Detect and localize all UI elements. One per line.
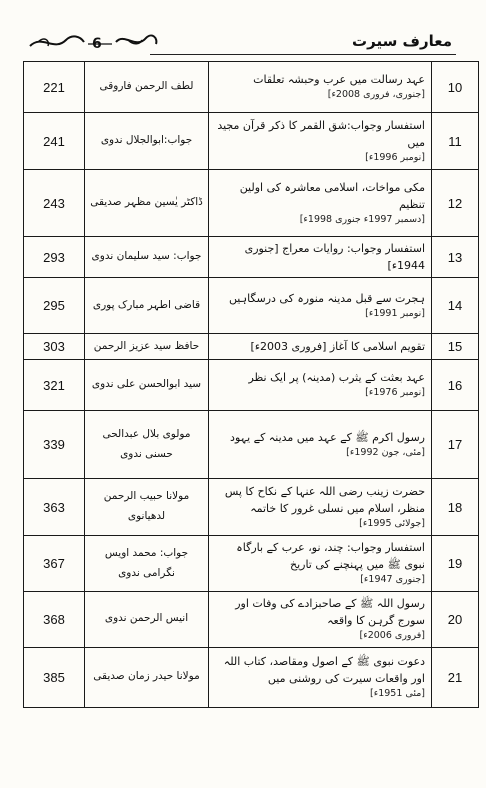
entry-number: 16	[432, 360, 479, 411]
author-name: مولانا حیدر زمان صدیقی	[85, 647, 209, 707]
table-row	[24, 647, 479, 707]
entry-number: 10	[432, 62, 479, 113]
issue-date: [نومبر 1996ء]	[365, 151, 425, 163]
article-title: دعوت نبوی ﷺ کے اصول ومقاصد، کتاب اللہ اور واقعات سیرت کی روشنی میں	[223, 654, 425, 685]
article-title: ہجرت سے قبل مدینہ منورہ کی درسگاہیں	[228, 291, 425, 305]
issue-date: [مئی، جون 1992ء]	[346, 446, 425, 458]
table-row	[24, 334, 479, 360]
table-row	[24, 237, 479, 278]
contents-table	[23, 61, 479, 708]
entry-number: 15	[432, 334, 479, 360]
article-title: استفسار وجواب: روایات معراج [جنوری 1944ء]	[244, 242, 425, 273]
issue-date: [فروری 2006ء]	[359, 630, 425, 641]
page-ref: 363	[24, 479, 85, 536]
table-row	[24, 479, 479, 536]
issue-date: [جنوری، فروری 2008ء]	[327, 89, 425, 101]
author-name: مولوی بلال عبدالحی حسنی ندوی	[85, 411, 209, 479]
author-name: جواب: سید سلیمان ندوی	[85, 237, 209, 278]
page-ref: 221	[24, 62, 85, 113]
entry-number: 20	[432, 591, 479, 647]
page-ref: 368	[24, 591, 85, 647]
entry-number: 18	[432, 479, 479, 536]
author-name: ڈاکٹر یٰسین مظہر صدیقی	[85, 170, 209, 237]
page-ref: 367	[24, 536, 85, 592]
article-title: مکی مواخات، اسلامی معاشرہ کی اولین تنظیم	[239, 180, 425, 211]
article-title-cell	[209, 591, 432, 647]
article-title-cell	[209, 536, 432, 592]
page-ref: 385	[24, 647, 85, 707]
page-ref: 243	[24, 170, 85, 237]
table-row	[24, 536, 479, 592]
issue-date: [نومبر 1991ء]	[365, 307, 425, 319]
article-title-cell	[209, 62, 432, 113]
running-title: معارف سیرت	[352, 32, 452, 50]
table-row	[24, 411, 479, 479]
article-title-cell	[209, 237, 432, 278]
table-row	[24, 591, 479, 647]
author-name: انیس الرحمن ندوی	[85, 591, 209, 647]
article-title: رسول اکرم ﷺ کے عہد میں مدینہ کے یہود	[230, 430, 425, 444]
table-row	[24, 360, 479, 411]
issue-date: [مئی 1951ء]	[370, 687, 425, 699]
table-row	[24, 62, 479, 113]
issue-date: [جنوری 1947ء]	[360, 574, 425, 586]
issue-date: [جولائی 1995ء]	[359, 517, 425, 529]
page-number: 6	[92, 36, 102, 52]
author-name: مولانا حبیب الرحمن لدھیانوی	[85, 479, 209, 536]
page-ref: 295	[24, 278, 85, 334]
article-title-cell	[209, 647, 432, 707]
issue-date: [دسمبر 1997ء جنوری 1998ء]	[299, 213, 425, 225]
entry-number: 13	[432, 237, 479, 278]
article-title-cell	[209, 479, 432, 536]
page-header	[0, 0, 486, 56]
entry-number: 17	[432, 411, 479, 479]
article-title: استفسار وجواب:شق القمر کا ذکر قرآن مجید میں	[217, 118, 425, 149]
article-title: حضرت زینب رضی اللہ عنہا کے نکاح کا پس منظر، اسلام میں نسلی غرور کا خاتمہ	[224, 484, 425, 515]
article-title: تقویم اسلامی کا آغاز [فروری 2003ء]	[250, 340, 425, 354]
author-name: جواب: محمد اویس نگرامی ندوی	[85, 536, 209, 592]
header-rule	[150, 54, 456, 55]
page-ref: 321	[24, 360, 85, 411]
page-ref: 303	[24, 334, 85, 360]
entry-number: 19	[432, 536, 479, 592]
article-title-cell	[209, 278, 432, 334]
entry-number: 21	[432, 647, 479, 707]
article-title-cell	[209, 360, 432, 411]
article-title: عہد رسالت میں عرب وحبشہ تعلقات	[253, 73, 425, 87]
entry-number: 12	[432, 170, 479, 237]
entry-number: 11	[432, 113, 479, 170]
page-ref: 293	[24, 237, 85, 278]
article-title-cell	[209, 113, 432, 170]
issue-date: [نومبر 1976ء]	[365, 387, 425, 399]
table-row	[24, 113, 479, 170]
article-title: استفسار وجواب: چند، نو، عرب کے بارگاہ نبوی ﷺ میں پہنچنے کی تاریخ	[236, 541, 425, 572]
article-title-cell	[209, 170, 432, 237]
author-name: قاضی اطہر مبارک پوری	[85, 278, 209, 334]
article-title: رسول اللہ ﷺ کے صاحبزادے کی وفات اور سورج گرہن کا واقعہ	[235, 596, 425, 627]
page-ref: 339	[24, 411, 85, 479]
table-row	[24, 278, 479, 334]
author-name: جواب:ابوالجلال ندوی	[85, 113, 209, 170]
table-row	[24, 170, 479, 237]
author-name: لطف الرحمن فاروقی	[85, 62, 209, 113]
author-name: حافظ سید عزیز الرحمن	[85, 334, 209, 360]
article-title-cell	[209, 334, 432, 360]
author-name: سید ابوالحسن علی ندوی	[85, 360, 209, 411]
article-title: عہد بعثت کے یثرب (مدینہ) پر ایک نظر	[248, 371, 425, 385]
entry-number: 14	[432, 278, 479, 334]
article-title-cell	[209, 411, 432, 479]
page-ref: 241	[24, 113, 85, 170]
